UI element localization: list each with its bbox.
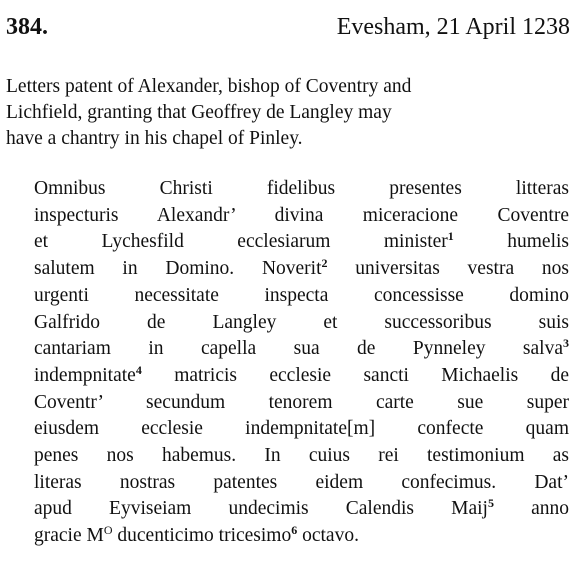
latin-charter-text [34,176,569,550]
text-segment: Omnibus Christi fidelibus presentes litteras [34,178,569,199]
text-segment: salutem in Domino. Noverit [34,258,322,280]
text-segment: apud Eyviseiam undecimis Calendis Maij [34,498,488,520]
text-segment: indempnitate [34,364,136,386]
footnote-marker: 4 [135,362,142,377]
text-line [34,363,569,390]
summary-line: have a chantry in his chapel of Pinley. [6,128,303,149]
text-line [34,310,569,337]
text-segment: urgenti necessitate inspecta concessisse domino [34,284,569,306]
text-segment: Coventr’ secundum tenorem carte sue super [34,391,569,413]
text-segment: universitas vestra nos [327,258,569,280]
text-segment: Galfrido de Langley et successoribus suis [34,311,569,333]
footnote-marker: 2 [321,255,328,270]
document-number: 384. [6,14,48,40]
text-line [34,256,569,283]
document-summary [6,74,526,152]
footnote-marker: 6 [291,522,298,537]
text-line [34,443,569,470]
text-segment: gracie M [34,525,104,547]
text-segment: octavo. [297,525,359,547]
text-segment: cantariam in capella sua de Pynneley salva [34,338,563,360]
text-segment: inspecturis Alexandr’ divina miceracione Coventre [34,204,569,226]
summary-line: Letters patent of Alexander, bishop of Coventry and [6,76,412,97]
text-segment: ducenticimo tricesimo [112,525,292,547]
footnote-marker: 5 [487,496,494,511]
footnote-marker: 1 [447,229,454,244]
text-line [34,496,569,523]
footnote-marker: 3 [563,336,569,351]
text-line [34,523,569,550]
text-segment: matricis ecclesie sancti Michaelis de [141,364,569,386]
text-segment: et Lychesfild ecclesiarum minister [34,231,448,253]
text-segment: literas nostras patentes eidem confecimus. Dat’ [34,471,569,493]
text-segment: penes nos habemus. In cuius rei testimonium as [34,445,569,467]
place-and-date: Evesham, 21 April 1238 [336,14,570,40]
text-segment: anno [493,498,569,520]
text-line [34,390,569,417]
text-line [34,416,569,443]
text-line [34,336,569,363]
document-header [6,10,570,44]
text-line [34,229,569,256]
text-segment: humelis [453,231,570,253]
superscript-o: O [103,522,113,537]
text-line [34,176,569,203]
text-segment: eiusdem ecclesie indempnitate[m] confecte quam [34,418,569,440]
text-line [34,203,569,230]
text-line [34,283,569,310]
text-line [34,470,569,497]
summary-line: Lichfield, granting that Geoffrey de Langley may [6,102,392,123]
